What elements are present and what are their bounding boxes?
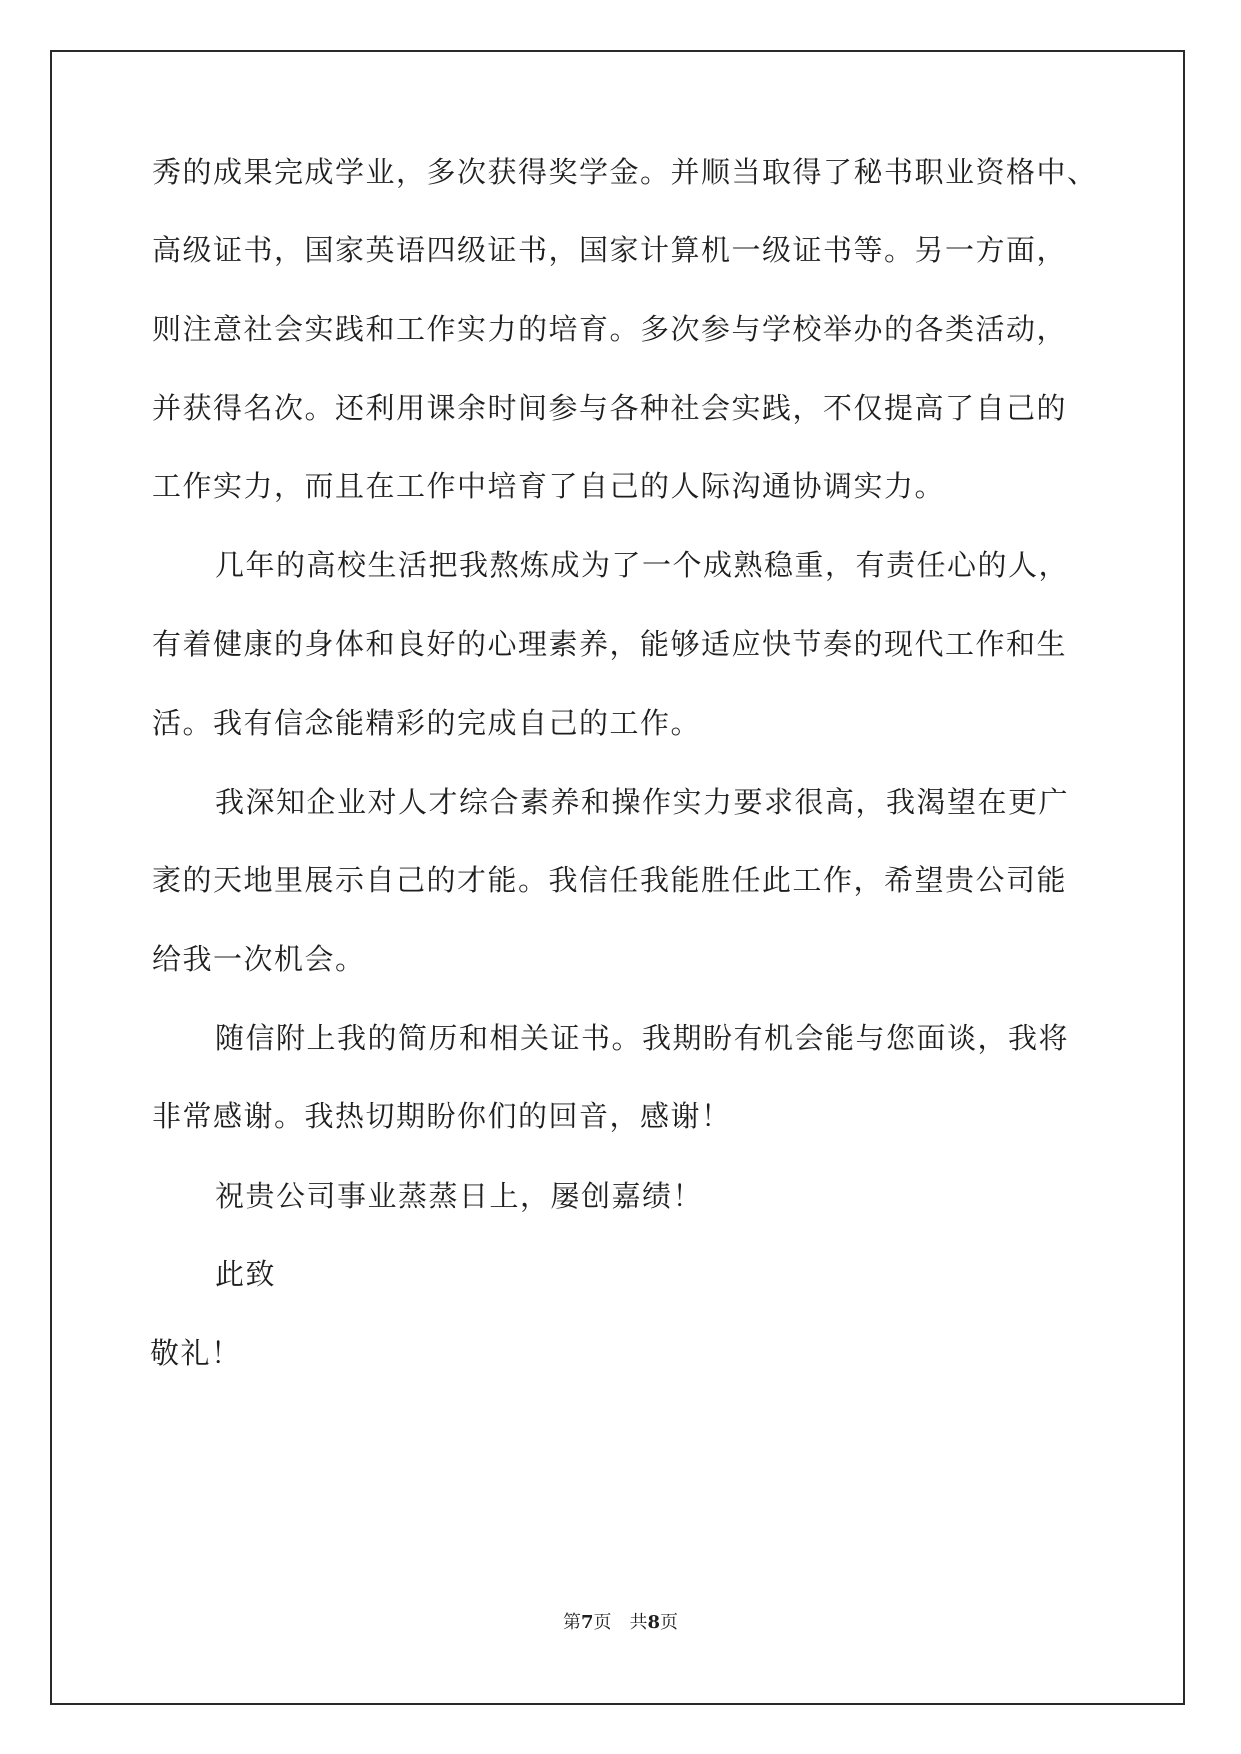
body-line: 秀的成果完成学业，多次获得奖学金。并顺当取得了秘书职业资格中、 [152, 155, 1098, 189]
closing-wish: 祝贵公司事业蒸蒸日上，屡创嘉绩！ [215, 1179, 704, 1213]
body-line: 工作实力，而且在工作中培育了自己的人际沟通协调实力。 [152, 469, 946, 503]
total-pages: 8 [647, 1612, 661, 1633]
paragraph-start-line: 我深知企业对人才综合素养和操作实力要求很高，我渴望在更广 [215, 785, 1070, 819]
body-line: 给我一次机会。 [152, 942, 366, 976]
page-number: 7 [580, 1612, 594, 1633]
page-suffix: 页 [593, 1612, 612, 1633]
body-line: 非常感谢。我热切期盼你们的回音，感谢！ [152, 1099, 732, 1133]
body-line: 袤的天地里展示自己的才能。我信任我能胜任此工作，希望贵公司能 [152, 863, 1068, 897]
page-prefix: 第 [562, 1612, 581, 1633]
page-footer [0, 1610, 1241, 1636]
paragraph-start-line: 随信附上我的简历和相关证书。我期盼有机会能与您面谈，我将 [215, 1021, 1070, 1055]
paragraph-start-line: 几年的高校生活把我熬炼成为了一个成熟稳重，有责任心的人， [215, 548, 1070, 582]
total-prefix: 共 [629, 1612, 648, 1633]
closing-regards: 敬礼！ [150, 1336, 242, 1370]
body-line: 有着健康的身体和良好的心理素养，能够适应快节奏的现代工作和生 [152, 627, 1068, 661]
body-line: 高级证书，国家英语四级证书，国家计算机一级证书等。另一方面， [152, 233, 1068, 267]
closing-salutation: 此致 [215, 1257, 277, 1291]
body-line: 活。我有信念能精彩的完成自己的工作。 [152, 706, 702, 740]
total-suffix: 页 [660, 1612, 679, 1633]
body-line: 则注意社会实践和工作实力的培育。多次参与学校举办的各类活动， [152, 312, 1068, 346]
body-line: 并获得名次。还利用课余时间参与各种社会实践，不仅提高了自己的 [152, 391, 1068, 425]
